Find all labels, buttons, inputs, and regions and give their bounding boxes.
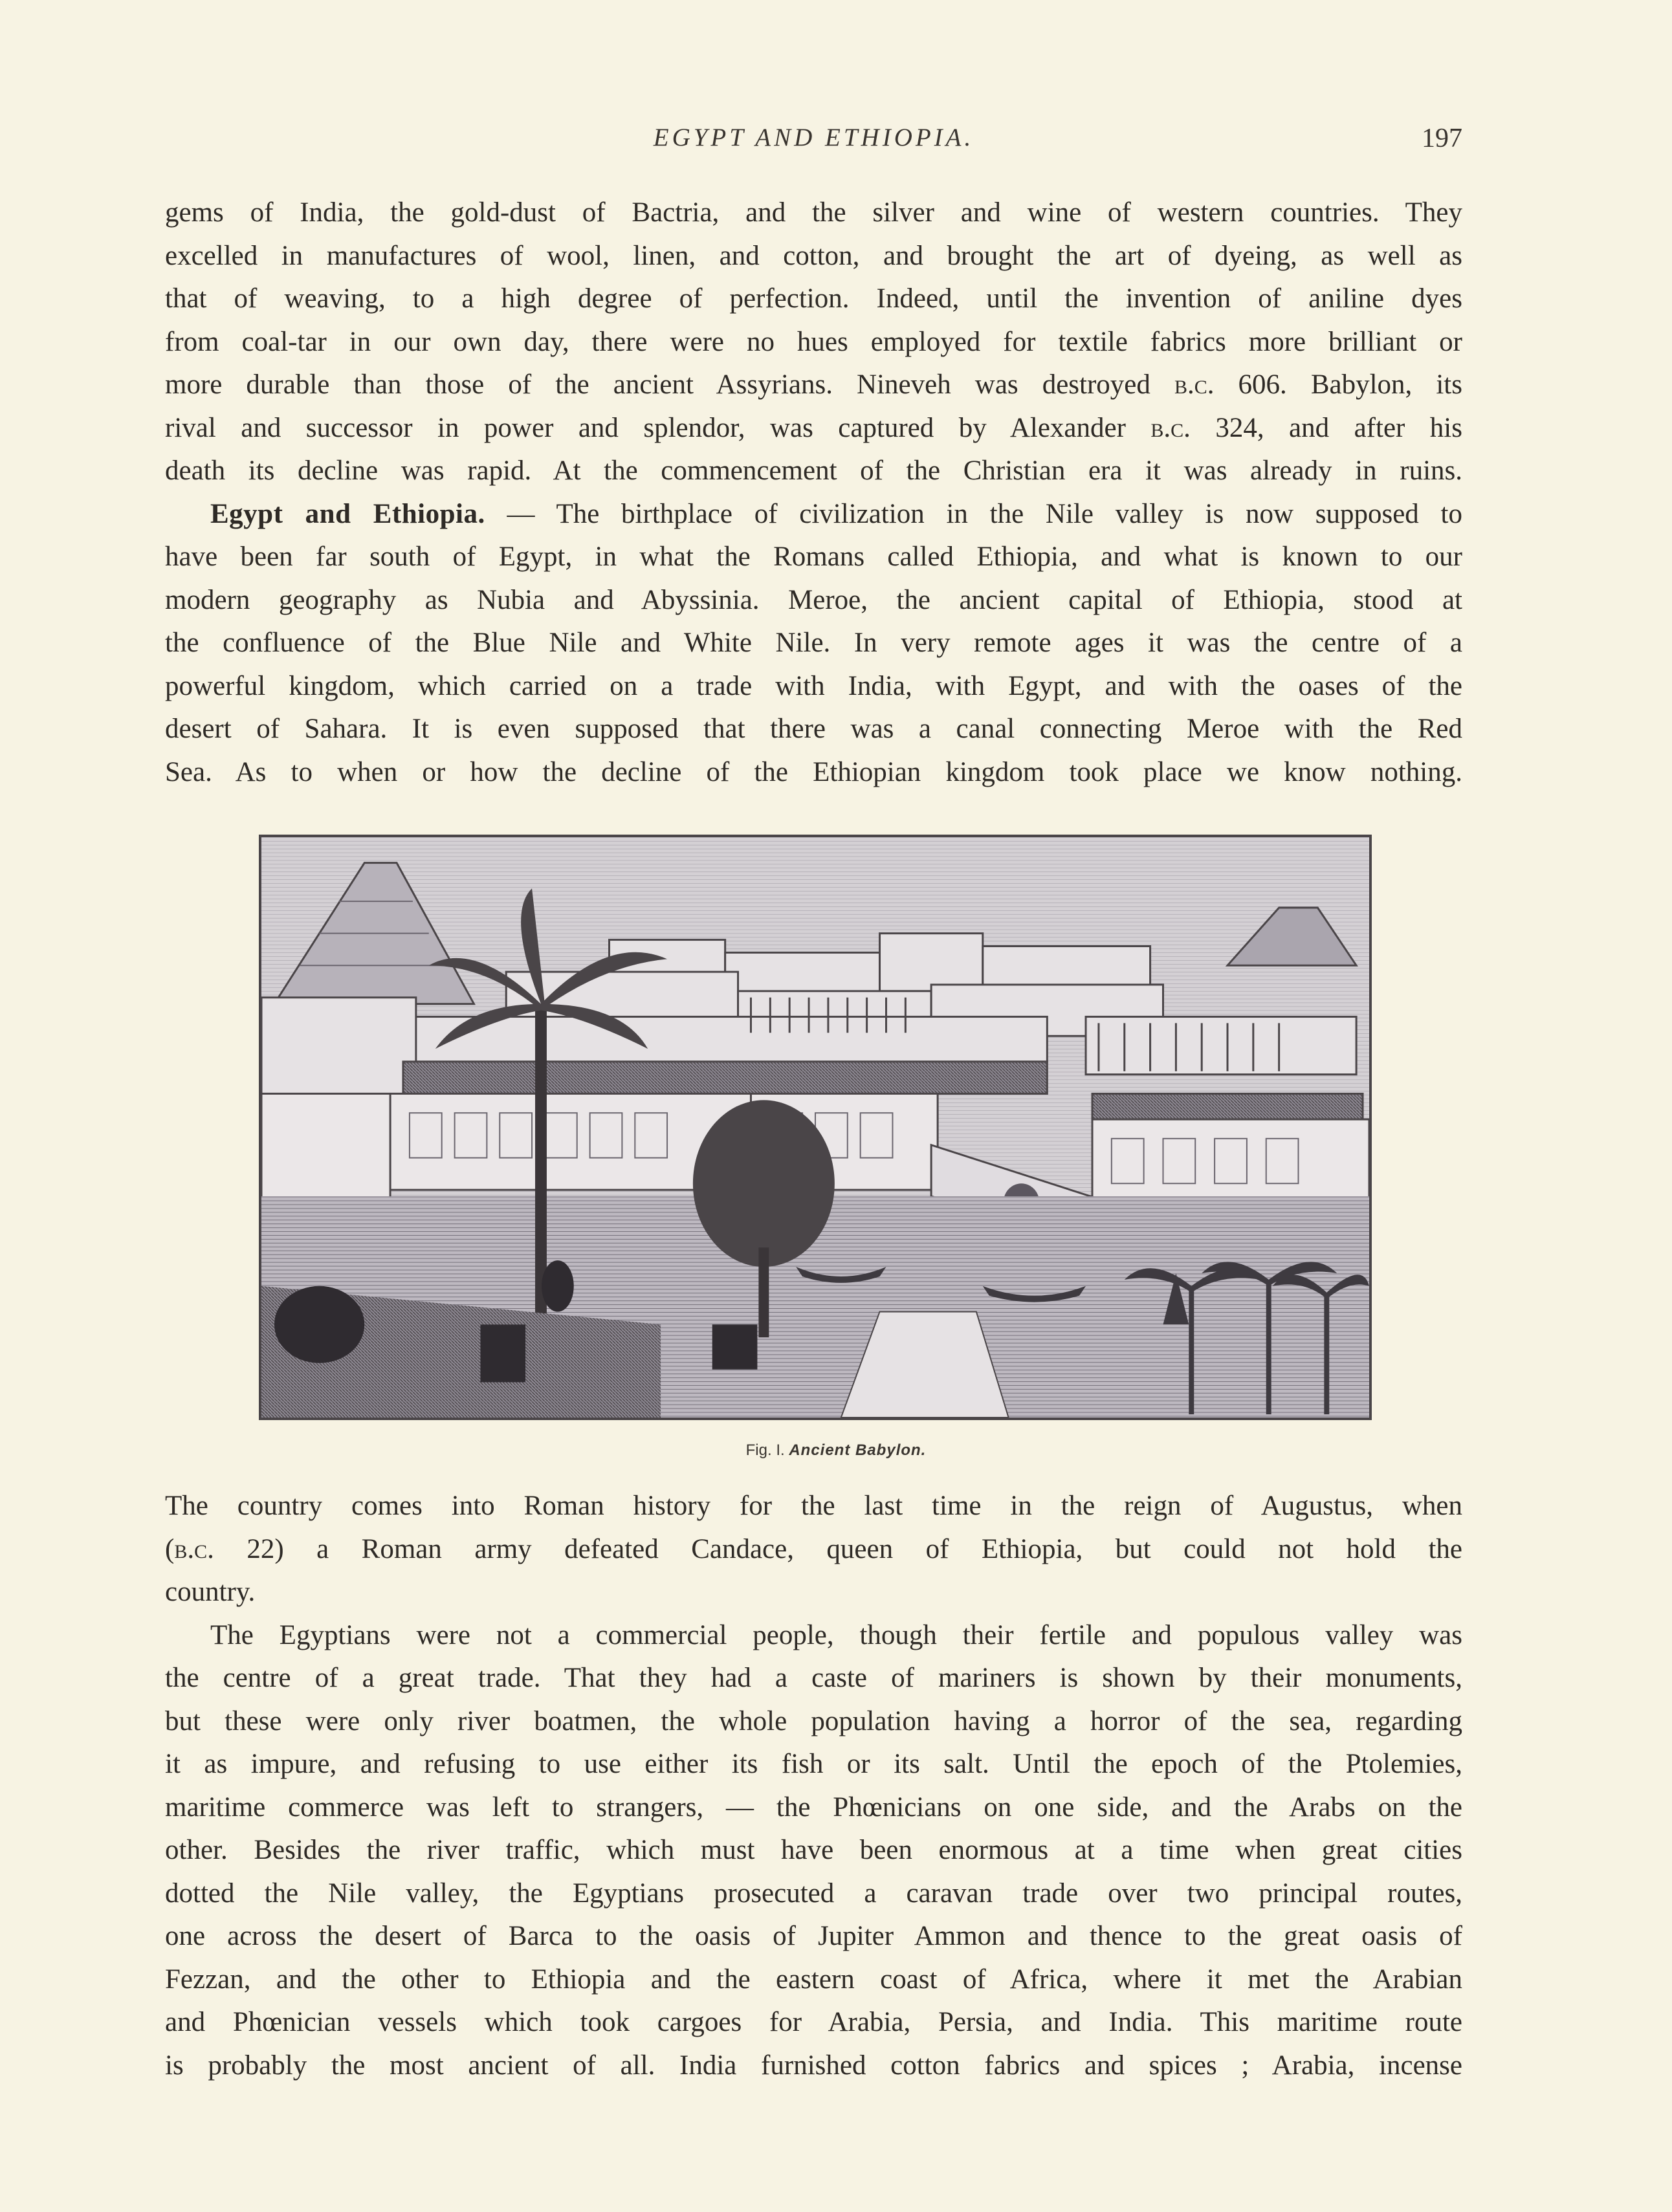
text-line [165, 407, 1462, 450]
text-line: country. [165, 1577, 256, 1607]
text-line [165, 364, 1462, 407]
page-number: 197 [1422, 124, 1462, 153]
text-line: excelled in manufactures of wool, linen, and cotton, and brought the art of dyeing, as well as [165, 240, 1462, 271]
text-fragment: rival and successor in power and splendor, was captured by Alexander [165, 412, 1151, 443]
engraving-illustration [261, 837, 1369, 1418]
text-line: maritime commerce was left to strangers, — the Phœnicians on one side, and the Arabs on the [165, 1791, 1462, 1823]
text-fragment: — The birthplace of civilization in the Nile valley is now supposed to [485, 498, 1462, 529]
text-line: it as impure, and refusing to use either its fish or its salt. Until the epoch of the Ptolemies, [165, 1749, 1462, 1779]
running-head [165, 123, 1462, 162]
text-line [165, 1528, 1462, 1571]
date-abbrev: b.c. [1150, 412, 1191, 443]
text-line: gems of India, the gold-dust of Bactria, and the silver and wine of western countries. They [165, 197, 1462, 228]
text-line: is probably the most ancient of all. India furnished cotton fabrics and spices ; Arabia, incense [165, 2050, 1462, 2081]
text-fragment: 606. Babylon, its [1214, 369, 1462, 400]
figure-label: Fig. I. [745, 1441, 785, 1459]
engraving-ancient-babylon [259, 835, 1372, 1420]
text-line: and Phœnician vessels which took cargoes for Arabia, Persia, and India. This maritime route [165, 2007, 1462, 2037]
text-line: Sea. As to when or how the decline of the Ethiopian kingdom took place we know nothing. [165, 756, 1462, 787]
body-text-lower [165, 1485, 1462, 2087]
text-line: have been far south of Egypt, in what the Romans called Ethiopia, and what is known to our [165, 542, 1462, 572]
text-line: the confluence of the Blue Nile and White Nile. In very remote ages it was the centre of a [165, 628, 1462, 658]
text-fragment: more durable than those of the ancient Assyrians. Nineveh was destroyed [165, 369, 1174, 400]
text-line: modern geography as Nubia and Abyssinia. Meroe, the ancient capital of Ethiopia, stood at [165, 584, 1462, 615]
text-line: The Egyptians were not a commercial people, though their fertile and populous valley was [210, 1619, 1462, 1650]
text-fragment: 324, and after his [1190, 412, 1462, 443]
text-line [165, 493, 1462, 536]
text-fragment: 22) a Roman army defeated Candace, queen of Ethiopia, but could not hold the [214, 1533, 1462, 1564]
text-fragment: ( [165, 1533, 175, 1564]
text-line: dotted the Nile valley, the Egyptians prosecuted a caravan trade over two principal routes, [165, 1878, 1462, 1909]
text-line: from coal-tar in our own day, there were no hues employed for textile fabrics more brilliant or [165, 326, 1462, 357]
section-heading: Egypt and Ethiopia. [210, 498, 485, 529]
text-line: desert of Sahara. It is even supposed that there was a canal connecting Meroe with the Red [165, 714, 1462, 744]
text-line: but these were only river boatmen, the whole population having a horror of the sea, regarding [165, 1705, 1462, 1736]
date-abbrev: b.c. [174, 1533, 214, 1564]
text-line: death its decline was rapid. At the commencement of the Christian era it was already in ruins. [165, 455, 1462, 486]
text-line: the centre of a great trade. That they had a caste of mariners is shown by their monuments, [165, 1663, 1462, 1693]
text-line: powerful kingdom, which carried on a trade with India, with Egypt, and with the oases of the [165, 670, 1462, 701]
text-line: one across the desert of Barca to the oasis of Jupiter Ammon and thence to the great oasis of [165, 1921, 1462, 1951]
date-abbrev: b.c. [1174, 369, 1215, 400]
text-line: Fezzan, and the other to Ethiopia and the eastern coast of Africa, where it met the Arabian [165, 1964, 1462, 1995]
text-line: that of weaving, to a high degree of perfection. Indeed, until the invention of aniline dyes [165, 283, 1462, 314]
body-text-upper [165, 192, 1462, 794]
text-line: other. Besides the river traffic, which must have been enormous at a time when great cities [165, 1835, 1462, 1865]
figure-title: Ancient Babylon. [789, 1441, 927, 1459]
running-title: EGYPT AND ETHIOPIA. [653, 124, 974, 151]
text-line: The country comes into Roman history for the last time in the reign of Augustus, when [165, 1491, 1462, 1521]
figure-caption [0, 1441, 1672, 1460]
